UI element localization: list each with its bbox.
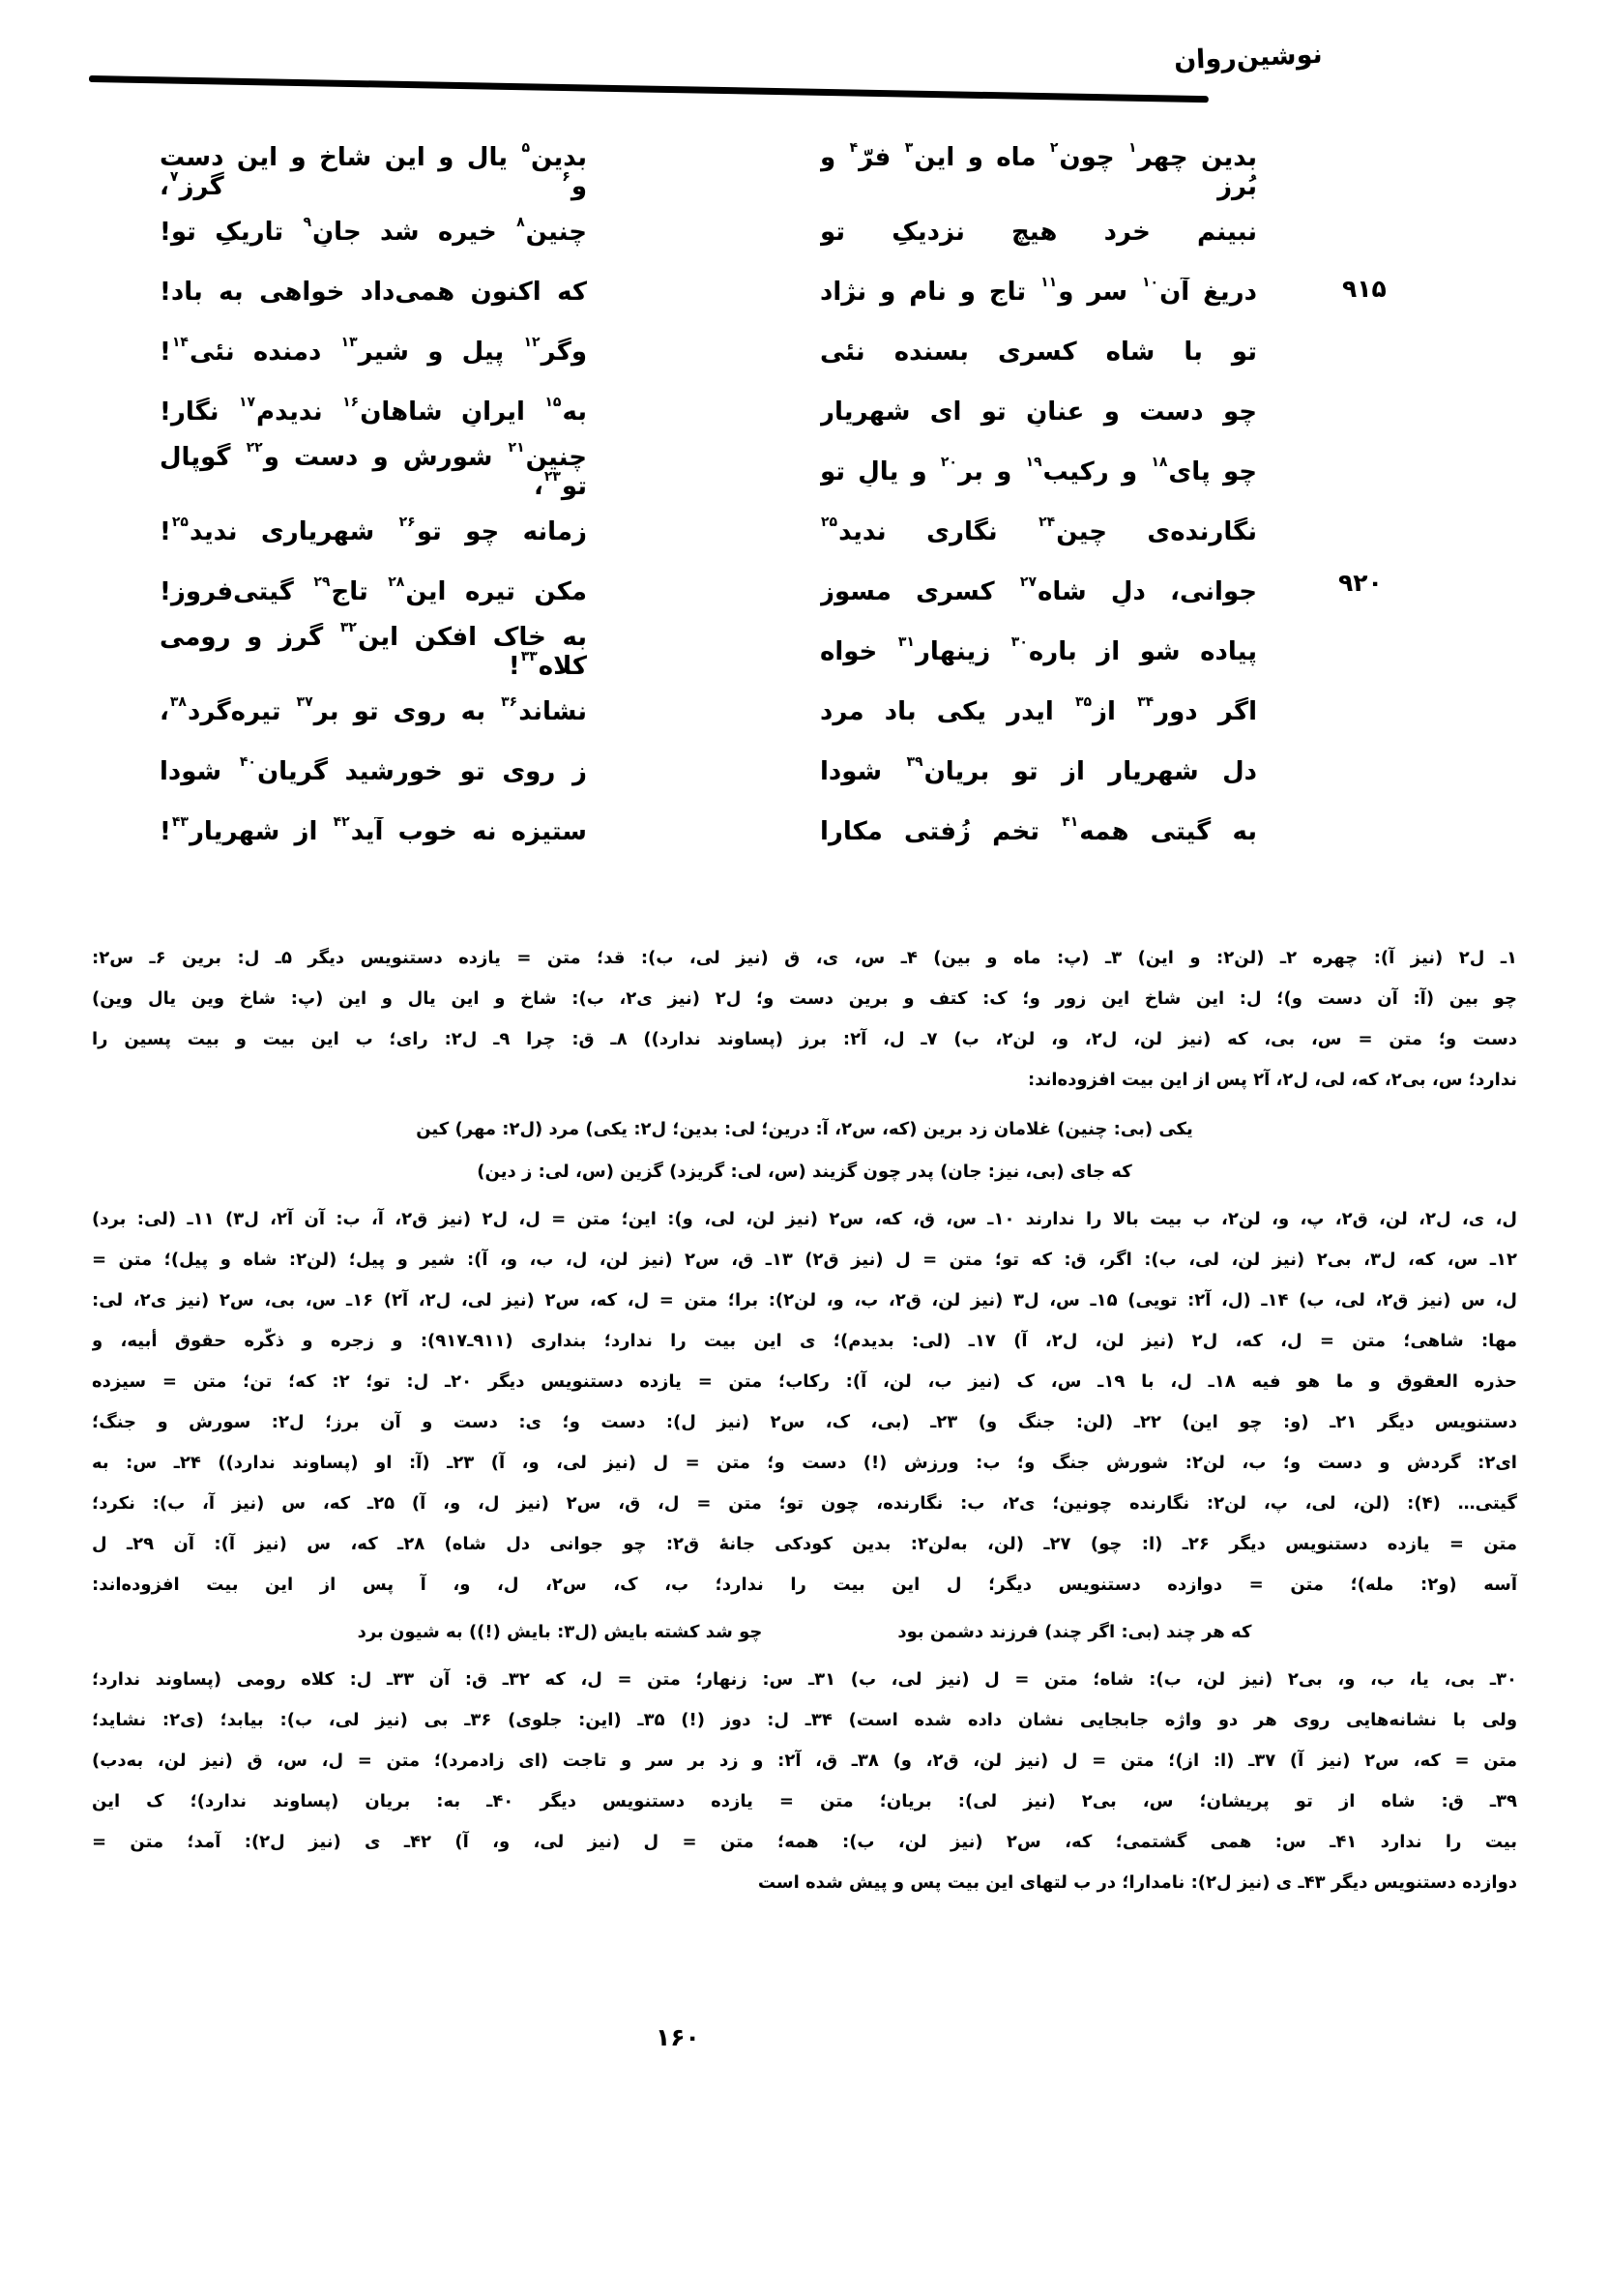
inserted-verse-3-second-hemistich: چو شد کشته بایش (ل۳: بایش (!)) به شیون برد — [357, 1622, 763, 1642]
hemistich-second: ستیزه نه خوب آید$^{۴۲}$ از شهریار$^{۴۳}$! — [160, 817, 587, 846]
couplet-row — [160, 682, 1257, 742]
footnote-line: دست و؛ متن = س، بی، که (نیز لن، ل۲، و، لن۲، ب) ۷ـ ل، آ۲: برز (پساوند ندارد)) ۸ـ ق: چرا ۹ـ ل۲: رای؛ ب این بیت و بیت پسین را — [92, 1029, 1517, 1049]
footnote-line: متن = یازده دستنویس دیگر ۲۶ـ (ا: چو) ۲۷ـ (لن، به‌لن۲: بدین کودکی جانۀ ق۲: چو جوانی دل شاه) ۲۸ـ که، س (نیز آ): آن ۲۹ـ ل — [92, 1534, 1517, 1554]
hemistich-second: به خاک افکن این$^{۳۲}$ گرز و رومی کلاه$^{۳۳}$! — [160, 623, 587, 681]
footnote-line: ل، ی، ل۲، لن، ق۲، پ، و، لن۲، ب بیت بالا را ندارند ۱۰ـ س، ق، که، س۲ (نیز لن، لی، و): این؛ متن = ل، ل۲ (نیز ق۲، آ، ب: آن آ۲، ل۳) ۱۱ـ (لی: برد) — [92, 1209, 1517, 1229]
footnote-line: حذره العقوق و ما هو فیه ۱۸ـ ل، با ۱۹ـ س، ک (نیز ب، لن، آ): رکاب؛ متن = یازده دستنویس دیگر ۲۰ـ ل: تو؛ ۲: که؛ تن؛ متن = سیزده — [92, 1371, 1517, 1392]
page-number: ۱۶۰ — [656, 2023, 700, 2051]
verse-number-915: ۹۱۵ — [1342, 275, 1387, 303]
footnote-line: ۳۰ـ بی، یا، ب، و، بی۲ (نیز لن، ب): شاه؛ متن = ل (نیز لی، ب) ۳۱ـ س: زنهار؛ متن = ل، که ۳۲ـ ق: آن ۳۳ـ ل: کلاه رومی (پساوند ندارد؛ — [92, 1669, 1517, 1690]
hemistich-second: بدین$^۵$ یال و این شاخ و این دست و$^۶$ گرز$^۷$، — [160, 143, 587, 201]
footnote-line: ولی با نشانه‌هایی روی هر دو واژه جابجایی نشان داده شده است) ۳۴ـ ل: دوز (!) ۳۵ـ (این: جلوی) ۳۶ـ بی (نیز لی، ب): بیابد؛ (ی۲: نشاید؛ — [92, 1710, 1517, 1730]
hemistich-first: نگارنده‌ی چین$^{۲۴}$ نگاری ندید$^{۲۵}$ — [821, 517, 1257, 546]
footnote-paragraph-1 — [92, 938, 1517, 1101]
footnote-line: ای۲: گردش و دست و؛ ب، لن۲: شورش جنگ و؛ ب: ورزش (!) دست و؛ متن = ل (نیز لی، و، آ) ۲۳ـ (آ: او (پساوند ندارد)) ۲۴ـ س: به — [92, 1453, 1517, 1473]
couplet-row — [160, 742, 1257, 802]
hemistich-second: زمانه چو تو$^{۲۶}$ شهریاری ندید$^{۲۵}$! — [160, 517, 587, 546]
couplet-row — [160, 562, 1257, 622]
hemistich-first: دریغ آن$^{۱۰}$ سر و$^{۱۱}$ تاج و نام و نژاد — [820, 278, 1257, 307]
footnote-paragraph-3 — [92, 1660, 1517, 1903]
hemistich-second: نشاند$^{۳۶}$ به روی تو بر$^{۳۷}$ تیره‌گرد$^{۳۸}$، — [160, 697, 587, 726]
footnote-paragraph-2 — [92, 1199, 1517, 1605]
hemistich-first: چو پای$^{۱۸}$ و رکیب$^{۱۹}$ و بر$^{۲۰}$ و یالِ تو — [820, 457, 1257, 486]
footnote-line: ندارد؛ س، بی۲، که، لی، ل۲، آ۲ پس از این بیت افزوده‌اند: — [1028, 1070, 1517, 1090]
footnote-line: آسه (و۲: مله)؛ متن = دوازده دستنویس دیگر؛ ل این بیت را ندارد؛ ب، ک، س۲، ل، و، آ پس از این بیت افزوده‌اند: — [92, 1575, 1517, 1595]
couplet-row — [160, 622, 1257, 682]
couplet-row — [160, 202, 1257, 262]
couplet-row — [160, 142, 1257, 202]
hemistich-second: چنین$^۸$ خیره شد جانِ$^۹$ تاریکِ تو! — [160, 218, 587, 247]
footnote-line: مها: شاهی؛ متن = ل، که، ل۲ (نیز لن، ل۲، آ) ۱۷ـ (لی: بدیدم)؛ ی این بیت را ندارد؛ بنداری (۹۱۱ـ۹۱۷): و زجره و ذکّره حقوق أبیه، و — [92, 1331, 1517, 1351]
hemistich-second: وگر$^{۱۲}$ پیل و شیرِ$^{۱۳}$ دمنده نئی$^{۱۴}$! — [160, 338, 587, 367]
hemistich-second: که اکنون همی‌داد خواهی به باد! — [160, 278, 587, 307]
verse-number-920: ۹۲۰ — [1338, 569, 1383, 597]
footnote-line: گیتی… (۴): (لن، لی، پ، لن۲: نگارنده چونین؛ ی۲، ب: نگارنده، چون تو؛ متن = ل، ق، س۲ (نیز ل، و، آ) ۲۵ـ که، س (نیز آ، ب): نکرد؛ — [92, 1493, 1517, 1514]
footnote-line: بیت را ندارد ۴۱ـ س: همی گشتمی؛ که، س۲ (نیز لن، ب): همه؛ متن = ل (نیز لی، و، آ) ۴۲ـ ی (نیز ل۲): آمد؛ متن = — [92, 1832, 1517, 1852]
hemistich-first: نبینم خرد هیچ نزدیکِ تو — [820, 218, 1257, 247]
footnote-line: ل، س (نیز ق۲، لی، ب) ۱۴ـ (ل، آ۲: تویی) ۱۵ـ س، ل۳ (نیز لن، ق۲، ب، و، لن۲): برا؛ متن = ل، که، س۲ (نیز لی، ل۲، آ۲) ۱۶ـ س، بی، س۲ (نیز ی۲، لی: — [92, 1290, 1517, 1310]
couplet-row — [160, 502, 1257, 562]
hemistich-first: تو با شاه کسری بسنده نئی — [820, 338, 1257, 367]
footnote-line: متن = که، س۲ (نیز آ) ۳۷ـ (ا: از)؛ متن = ل (نیز لن، ق۲، و) ۳۸ـ ق، آ۲: و زد بر سر و تاجت (ای زادمرد)؛ متن = ل، س، ق (نیز لن، به‌دب) — [92, 1751, 1517, 1771]
couplet-row — [160, 322, 1257, 382]
inserted-verse-2: که جای (بی، نیز: جان) پدر چون گزیند (س، لی: گریزد) گزین (س، لی: ز دین) — [477, 1162, 1132, 1182]
footnote-line: ۱۲ـ س، که، ل۳، بی۲ (نیز لن، لی، ب): اگر، ق: که تو؛ متن = ل (نیز ق۲) ۱۳ـ ق، س۲ (نیز لن، ل، ب، و، آ): شیر و پیل؛ (لن۲: شاه و پیل)؛ متن = — [92, 1250, 1517, 1270]
hemistich-first: چو دست و عنانِ تو ای شهریار — [820, 397, 1257, 427]
spacer — [92, 1101, 1517, 1108]
couplet-row — [160, 442, 1257, 502]
hemistich-first: به گیتی همه$^{۴۱}$ تخم زُفتی مکارا — [820, 817, 1257, 846]
footnote-line: دستنویس دیگر ۲۱ـ (و: چو این) ۲۲ـ (لن: جنگ و) ۲۳ـ (بی، ک، س۲ (نیز ل): دست و؛ ی: دست و آن برز؛ ل۲: سورش و جنگ؛ — [92, 1412, 1517, 1432]
footnote-line: ۱ـ ل۲ (نیز آ): چهره ۲ـ (لن۲: و این) ۳ـ (پ: ماه و بین) ۴ـ س، ی، ق (نیز لی، ب): قد؛ متن = یازده دستنویس دیگر ۵ـ ل: برین ۶ـ س۲: — [92, 948, 1517, 968]
hemistich-first: جوانی، دلِ شاه$^{۲۷}$ کسری مسوز — [820, 577, 1257, 606]
hemistich-second: ز روی تو خورشید گریان$^{۴۰}$ شودا — [160, 757, 587, 786]
header-rule — [89, 75, 1209, 103]
couplet-row — [160, 262, 1257, 322]
poem-block — [160, 142, 1257, 862]
hemistich-second: چنین$^{۲۱}$ شورش و دست و$^{۲۲}$ گوپال تو$^{۲۳}$، — [160, 443, 587, 501]
inserted-verse-1: یکی (بی: چنین) غلامان زد برین (که، س۲، آ: درین؛ لی: بدین؛ ل۲: یکی) مرد (ل۲: مهر) کین — [416, 1119, 1193, 1139]
hemistich-first: اگر دور$^{۳۴}$ از$^{۳۵}$ ایدر یکی باد مرد — [820, 697, 1257, 726]
footnote-line: ۳۹ـ ق: شاه از تو پریشان؛ س، بی۲ (نیز لی): بریان؛ متن = یازده دستنویس دیگر ۴۰ـ به: بریان (پساوند ندارد)؛ ک این — [92, 1791, 1517, 1811]
inserted-verse-3 — [92, 1611, 1517, 1654]
running-head: نوشین‌روان — [1173, 39, 1324, 76]
inserted-verse-3-first-hemistich: که هر چند (بی: اگر چند) فرزند دشمن بود — [897, 1622, 1252, 1642]
hemistich-second: به$^{۱۵}$ ایرانِ شاهان$^{۱۶}$ ندیدم$^{۱۷}$ نگار! — [160, 397, 587, 427]
hemistich-first: پیاده شو از باره$^{۳۰}$ زینهار$^{۳۱}$ خواه — [820, 637, 1257, 666]
hemistich-first: بدین چهر$^۱$ چون$^۲$ ماه و این$^۳$ فرّ$^۴$ و بُرز — [820, 143, 1257, 201]
couplet-row — [160, 382, 1257, 442]
hemistich-second: مکن تیره این$^{۲۸}$ تاج$^{۲۹}$ گیتی‌فروز! — [160, 577, 587, 606]
footnotes-block — [92, 938, 1517, 1903]
hemistich-first: دل شهریار از تو بریان$^{۳۹}$ شودا — [820, 757, 1257, 786]
couplet-row — [160, 802, 1257, 862]
footnote-line: چو بین (آ: آن دست و)؛ ل: این شاخ این زور و؛ ک: کتف و برین دست و؛ ل۲ (نیز ی۲، ب): شاخ و این یال و این (پ: شاخ وین یال وین) — [92, 988, 1517, 1009]
footnote-line: دوازده دستنویس دیگر ۴۳ـ ی (نیز ل۲): نامدارا؛ در ب لتهای این بیت پس و پیش شده است — [757, 1872, 1517, 1893]
